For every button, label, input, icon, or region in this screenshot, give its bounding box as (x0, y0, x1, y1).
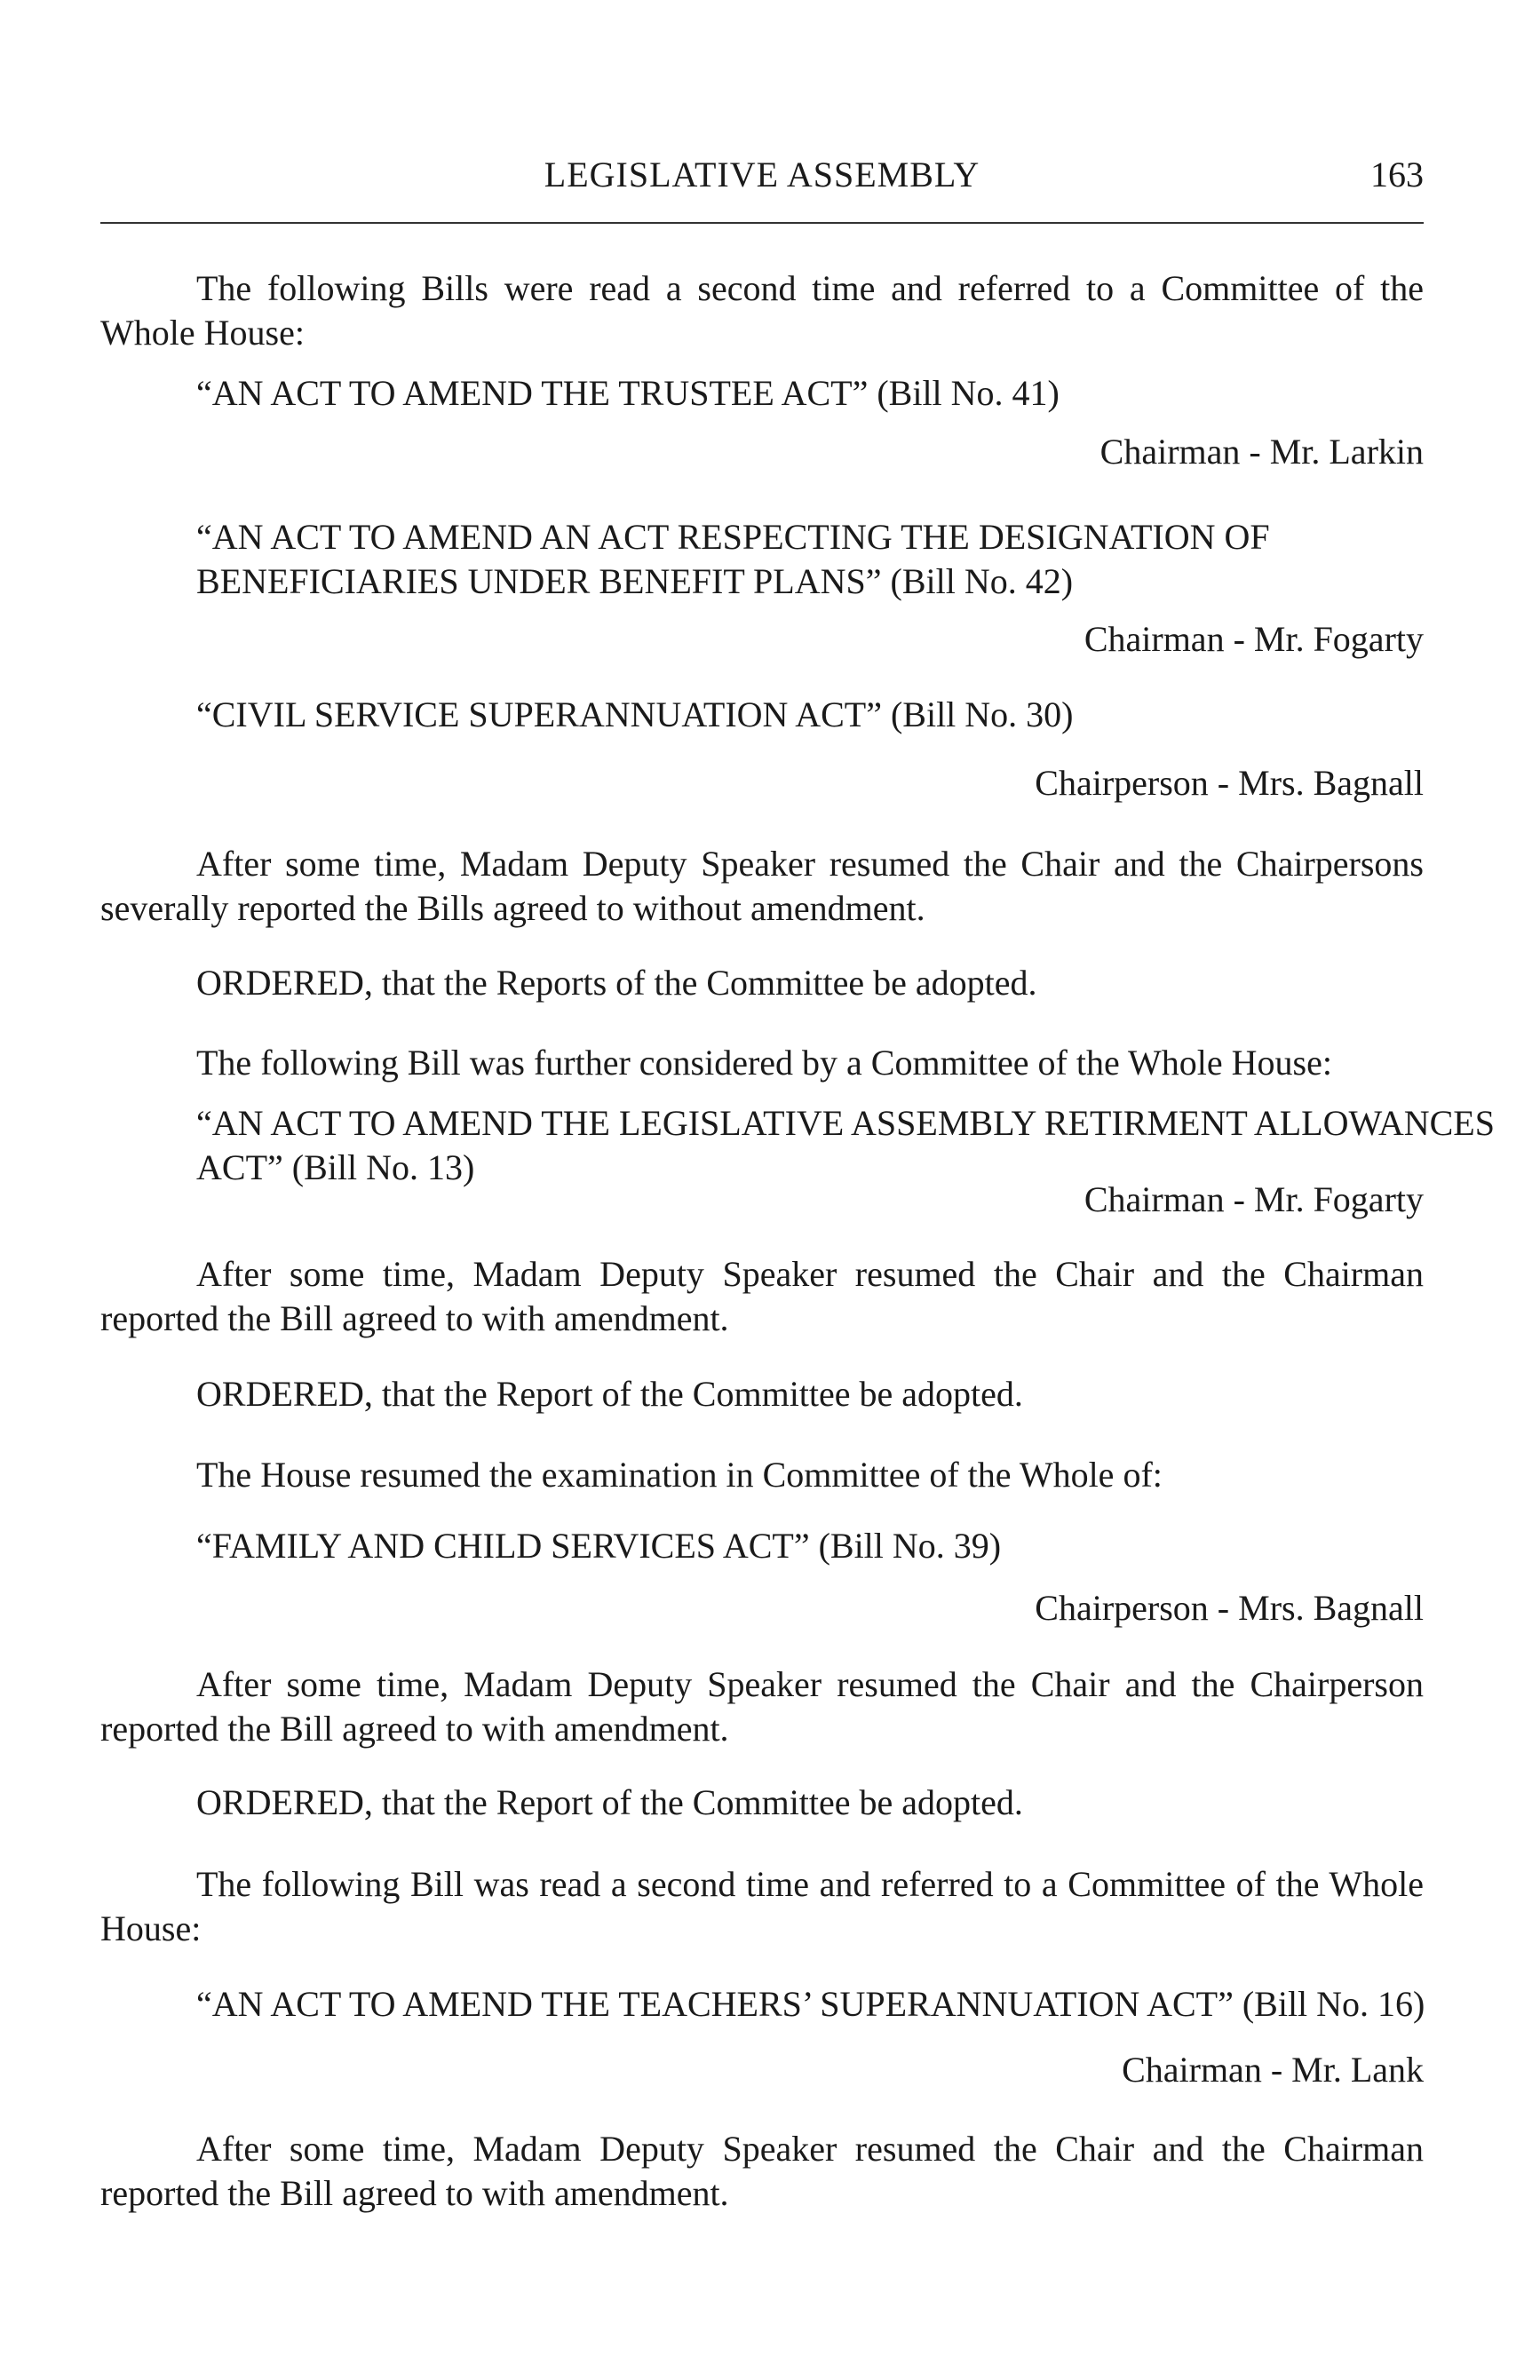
bill-title-family-child: “FAMILY AND CHILD SERVICES ACT” (Bill No. 39) (196, 1526, 1002, 1566)
paragraph-chairperson-report: After some time, Madam Deputy Speaker resumed the Chair and the Chairperson reported the Bill agreed to with amendment. (100, 1664, 1424, 1749)
paragraph-ordered-report-1: ORDERED, that the Report of the Committee be adopted. (196, 1374, 1023, 1414)
bill-chair-trustee-act: Chairman - Mr. Larkin (1099, 432, 1424, 472)
paragraph-ordered-reports: ORDERED, that the Reports of the Committee be adopted. (196, 963, 1037, 1003)
bill-chair-civil-service: Chairperson - Mrs. Bagnall (1035, 763, 1424, 803)
paragraph-ordered-report-2: ORDERED, that the Report of the Committee be adopted. (196, 1782, 1023, 1822)
paragraph-chairman-report-2: After some time, Madam Deputy Speaker resumed the Chair and the Chairman reported the Bill agreed to with amendment. (100, 2129, 1424, 2213)
bill-title-beneficiaries: “AN ACT TO AMEND AN ACT RESPECTING THE DESIGNATION OF BENEFICIARIES UNDER BENEFIT PLANS” (Bill No. 42) (196, 517, 1270, 601)
bill-title-teachers: “AN ACT TO AMEND THE TEACHERS’ SUPERANNUATION ACT” (Bill No. 16) (196, 1984, 1425, 2024)
header-divider (100, 222, 1424, 224)
paragraph-bills-referred: The following Bills were read a second time and referred to a Committee of the Whole House: (100, 268, 1424, 353)
bill-title-retirement-allowances: “AN ACT TO AMEND THE LEGISLATIVE ASSEMBLY RETIRMENT ALLOWANCES ACT” (Bill No. 13) (196, 1103, 1495, 1187)
bill-chair-beneficiaries: Chairman - Mr. Fogarty (1084, 619, 1424, 659)
page-header (100, 153, 1424, 206)
paragraph-chairpersons-report: After some time, Madam Deputy Speaker resumed the Chair and the Chairpersons severally reported the Bills agreed to without amendment. (100, 844, 1424, 928)
bill-chair-teachers: Chairman - Mr. Lank (1122, 2050, 1424, 2090)
page-number: 163 (1370, 155, 1424, 194)
paragraph-read-second-time: The following Bill was read a second time and referred to a Committee of the Whole House: (100, 1864, 1424, 1948)
bill-title-civil-service: “CIVIL SERVICE SUPERANNUATION ACT” (Bill No. 30) (196, 694, 1074, 734)
bill-chair-family-child: Chairperson - Mrs. Bagnall (1035, 1588, 1424, 1628)
page-title: LEGISLATIVE ASSEMBLY (544, 155, 980, 194)
bill-chair-retirement-allowances: Chairman - Mr. Fogarty (1084, 1179, 1424, 1219)
paragraph-further-considered: The following Bill was further considered by a Committee of the Whole House: (196, 1043, 1332, 1083)
paragraph-chairman-report-1: After some time, Madam Deputy Speaker resumed the Chair and the Chairman reported the Bill agreed to with amendment. (100, 1254, 1424, 1338)
bill-title-trustee-act: “AN ACT TO AMEND THE TRUSTEE ACT” (Bill No. 41) (196, 373, 1060, 413)
paragraph-house-resumed: The House resumed the examination in Committee of the Whole of: (196, 1455, 1163, 1495)
